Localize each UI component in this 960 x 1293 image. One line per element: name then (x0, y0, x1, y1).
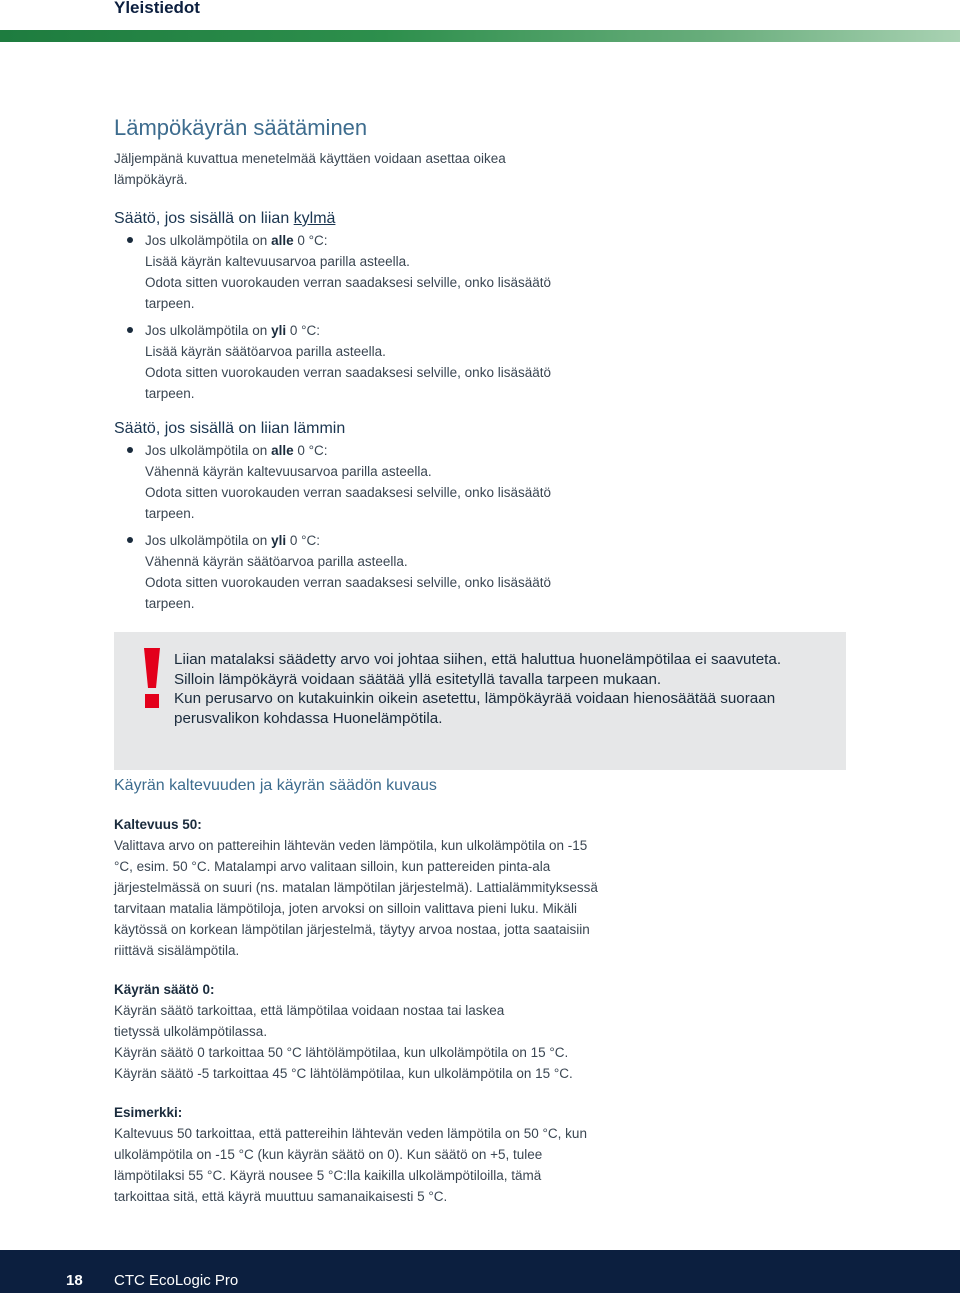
wait-text: Odota sitten vuorokauden verran saadaksesi selville, onko lisäsäätö tarpeen. (145, 365, 551, 401)
page-header (0, 0, 960, 42)
page-footer (0, 1250, 960, 1293)
exclamation-icon (140, 648, 164, 708)
explanation-title: Käyrän kaltevuuden ja käyrän säädön kuvaus (114, 777, 437, 794)
list-item (114, 530, 585, 614)
header-color-bar (0, 30, 960, 42)
bullet-icon (127, 447, 133, 453)
list-item (114, 320, 585, 404)
condition-bold: alle (271, 233, 294, 248)
wait-text: Odota sitten vuorokauden verran saadaksesi selville, onko lisäsäätö tarpeen. (145, 575, 551, 611)
bullet-icon (127, 537, 133, 543)
intro-text: Jäljempänä kuvattua menetelmää käyttäen voidaan asettaa oikea lämpökäyrä. (114, 151, 506, 187)
warning-note (114, 632, 846, 770)
condition-bold: yli (271, 323, 287, 338)
cold-heading-emphasis: kylmä (293, 210, 336, 227)
adjust-text-3: Käyrän säätö -5 tarkoittaa 45 °C lähtölämpötilaa, kun ulkolämpötila on 15 °C. (114, 1066, 573, 1081)
main-content (114, 114, 854, 614)
page-number: 18 (66, 1272, 83, 1289)
example-heading: Esimerkki: (114, 1105, 183, 1120)
condition-suffix: 0 °C: (286, 533, 321, 548)
warning-line-2: Kun perusarvo on kutakuinkin oikein asetettu, lämpökäyrää voidaan hienosäätää suoraan perusvalikon kohdassa Huonelämpötila. (174, 690, 776, 727)
condition-prefix: Jos ulkolämpötila on (145, 533, 272, 548)
warning-text (174, 650, 814, 728)
bullet-icon (127, 237, 133, 243)
action-text: Vähennä käyrän säätöarvoa parilla asteella. (145, 554, 408, 569)
cold-list (114, 230, 854, 404)
warning-line-1: Liian matalaksi säädetty arvo voi johtaa siihen, että haluttua huonelämpötilaa ei saavuteta. Silloin lämpökäyrä voidaan säätää yllä esitetyllä tavalla tarpeen mukaan. (174, 651, 782, 688)
condition-bold: alle (271, 443, 294, 458)
action-text: Lisää käyrän säätöarvoa parilla asteella. (145, 344, 386, 359)
list-item (114, 230, 585, 314)
condition-prefix: Jos ulkolämpötila on (145, 443, 272, 458)
warm-list (114, 440, 854, 614)
example-text: Kaltevuus 50 tarkoittaa, että pattereihin lähtevän veden lämpötila on 50 °C, kun ulkolämpötila on -15 °C (kun käyrän säätö on 0). Kun säätö on +5, tulee lämpötilaksi 55 °C. Käyrä nousee 5 °C:lla kaikilla ulkolämpötiloilla, tämä tarkoittaa sitä, että käyrä muuttuu samanaikaisesti 5 °C. (114, 1126, 587, 1204)
action-text: Lisää käyrän kaltevuusarvoa parilla asteella. (145, 254, 410, 269)
cold-heading-prefix: Säätö, jos sisällä on liian (114, 210, 294, 227)
list-item (114, 440, 585, 524)
adjust-text-1: Käyrän säätö tarkoittaa, että lämpötilaa voidaan nostaa tai laskea tietyssä ulkolämpötilassa. (114, 1003, 505, 1039)
condition-prefix: Jos ulkolämpötila on (145, 233, 272, 248)
adjust-text-2: Käyrän säätö 0 tarkoittaa 50 °C lähtölämpötilaa, kun ulkolämpötila on 15 °C. (114, 1045, 569, 1060)
condition-prefix: Jos ulkolämpötila on (145, 323, 272, 338)
slope-text: Valittava arvo on pattereihin lähtevän veden lämpötila, kun ulkolämpötila on -15 °C, esim. 50 °C. Matalampi arvo valitaan silloin, kun pattereiden pinta-ala järjestelmässä on suuri (ns. matalan lämpötilan järjestelmä). Lattialämmityksessä tarvitaan matalia lämpötiloja, joten arvoksi on silloin valittava pieni luku. Mikäli käytössä on korkean lämpötilan järjestelmä, täytyy arvoa nostaa, jotta saataisiin riittävä sisälämpötila. (114, 838, 598, 958)
condition-bold: yli (271, 533, 287, 548)
adjust-heading: Käyrän säätö 0: (114, 982, 215, 997)
product-name: CTC EcoLogic Pro (114, 1272, 239, 1289)
slope-heading: Kaltevuus 50: (114, 817, 202, 832)
page-title: Lämpökäyrän säätäminen (114, 115, 368, 140)
wait-text: Odota sitten vuorokauden verran saadaksesi selville, onko lisäsäätö tarpeen. (145, 275, 551, 311)
curve-explanation (114, 774, 854, 1207)
bullet-icon (127, 327, 133, 333)
action-text: Vähennä käyrän kaltevuusarvoa parilla asteella. (145, 464, 432, 479)
condition-suffix: 0 °C: (293, 443, 328, 458)
warm-heading: Säätö, jos sisällä on liian lämmin (114, 420, 346, 437)
section-title: Yleistiedot (114, 0, 200, 17)
condition-suffix: 0 °C: (293, 233, 328, 248)
wait-text: Odota sitten vuorokauden verran saadaksesi selville, onko lisäsäätö tarpeen. (145, 485, 551, 521)
condition-suffix: 0 °C: (286, 323, 321, 338)
cold-heading (114, 208, 854, 230)
